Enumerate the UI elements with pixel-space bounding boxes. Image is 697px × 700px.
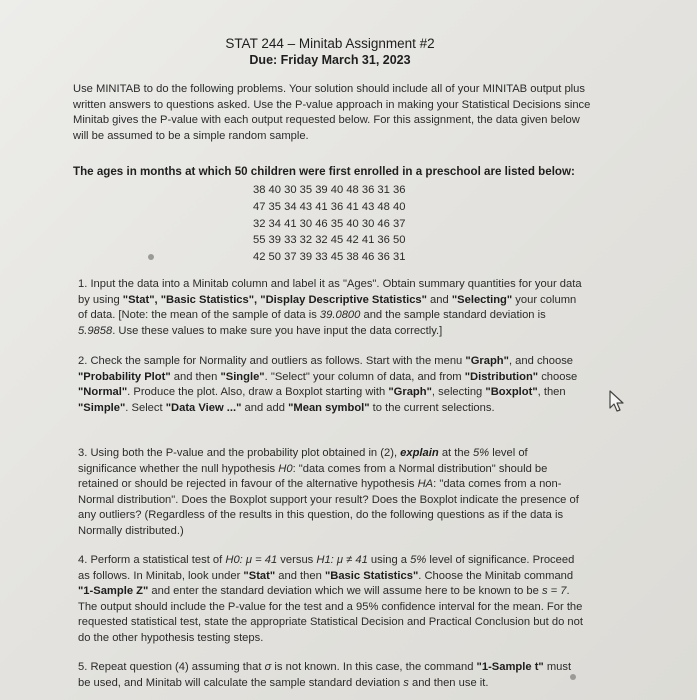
- due-date: Due: Friday March 31, 2023: [249, 53, 411, 67]
- question-3: 3. Using both the P-value and the probability plot obtained in (2), explain at the 5% level of significance whether the null hypothesis H0: "data comes from a Normal distribution" should be retained or should be rejected in favour of the alternative hypothesis HA: "data comes from a non-Normal distribution". Does the Boxplot support your result? Does the Boxplot indicate the presence of any outliers? (Regardless of the results in this question, do the following questions as if the data is Normally distributed.): [78, 447, 579, 537]
- paper-speck: [570, 674, 576, 680]
- ages-row: 47 35 34 43 41 36 41 43 48 40: [253, 200, 406, 213]
- question-4: 4. Perform a statistical test of H0: μ = 41 versus H1: μ ≠ 41 using a 5% level of significance. Proceed as follows. In Minitab, look under "Stat" and then "Basic Statistics". Choose the Minitab command "1-Sample Z" and enter the standard deviation which we will assume here to be known to be s = 7. The output should include the P-value for the test and a 95% confidence interval for the mean. For the requested statistical test, state the appropriate Statistical Decision and Practical Conclusion but do not do the other hypothesis testing steps.: [78, 554, 583, 644]
- data-heading: The ages in months at which 50 children were first enrolled in a preschool are listed below:: [73, 165, 575, 178]
- ages-row: 42 50 37 39 33 45 38 46 36 31: [253, 251, 406, 264]
- pointer-cursor-icon: [607, 389, 627, 413]
- assignment-title: STAT 244 – Minitab Assignment #2: [225, 36, 435, 51]
- intro-paragraph: Use MINITAB to do the following problems. Your solution should include all of your MINITAB output plus written answers to questions asked. Use the P-value approach in making your Statistical Decisions since Minitab gives the P-value with each output requested below. For this assignment, the data given below will be assumed to be a simple random sample.: [73, 83, 591, 142]
- question-5: 5. Repeat question (4) assuming that σ is not known. In this case, the command "1-Sample t" must be used, and Minitab will calculate the sample standard deviation s and then use it.: [78, 661, 572, 689]
- question-2: 2. Check the sample for Normality and outliers as follows. Start with the menu "Graph", and choose "Probability Plot" and then "Single". "Select" your column of data, and from "Distribution" choose "Normal". Produce the plot. Also, draw a Boxplot starting with "Graph", selecting "Boxplot", then "Simple". Select "Data View ..." and add "Mean symbol" to the current selections.: [78, 355, 578, 414]
- ages-row: 38 40 30 35 39 40 48 36 31 36: [253, 184, 406, 196]
- ages-row: 55 39 33 32 32 45 42 41 36 50: [253, 234, 406, 247]
- paper-speck: [148, 254, 154, 260]
- ages-data-block: [253, 182, 405, 266]
- ages-row: 32 34 41 30 46 35 40 30 46 37: [253, 217, 406, 230]
- question-1: 1. Input the data into a Minitab column and label it as "Ages". Obtain summary quantities for your data by using "Stat", "Basic Statistics", "Display Descriptive Statistics" and "Selecting" your column of data. [Note: the mean of the sample of data is 39.0800 and the sample standard deviation is 5.9858. Use these values to make sure you have input the data correctly.]: [78, 278, 582, 337]
